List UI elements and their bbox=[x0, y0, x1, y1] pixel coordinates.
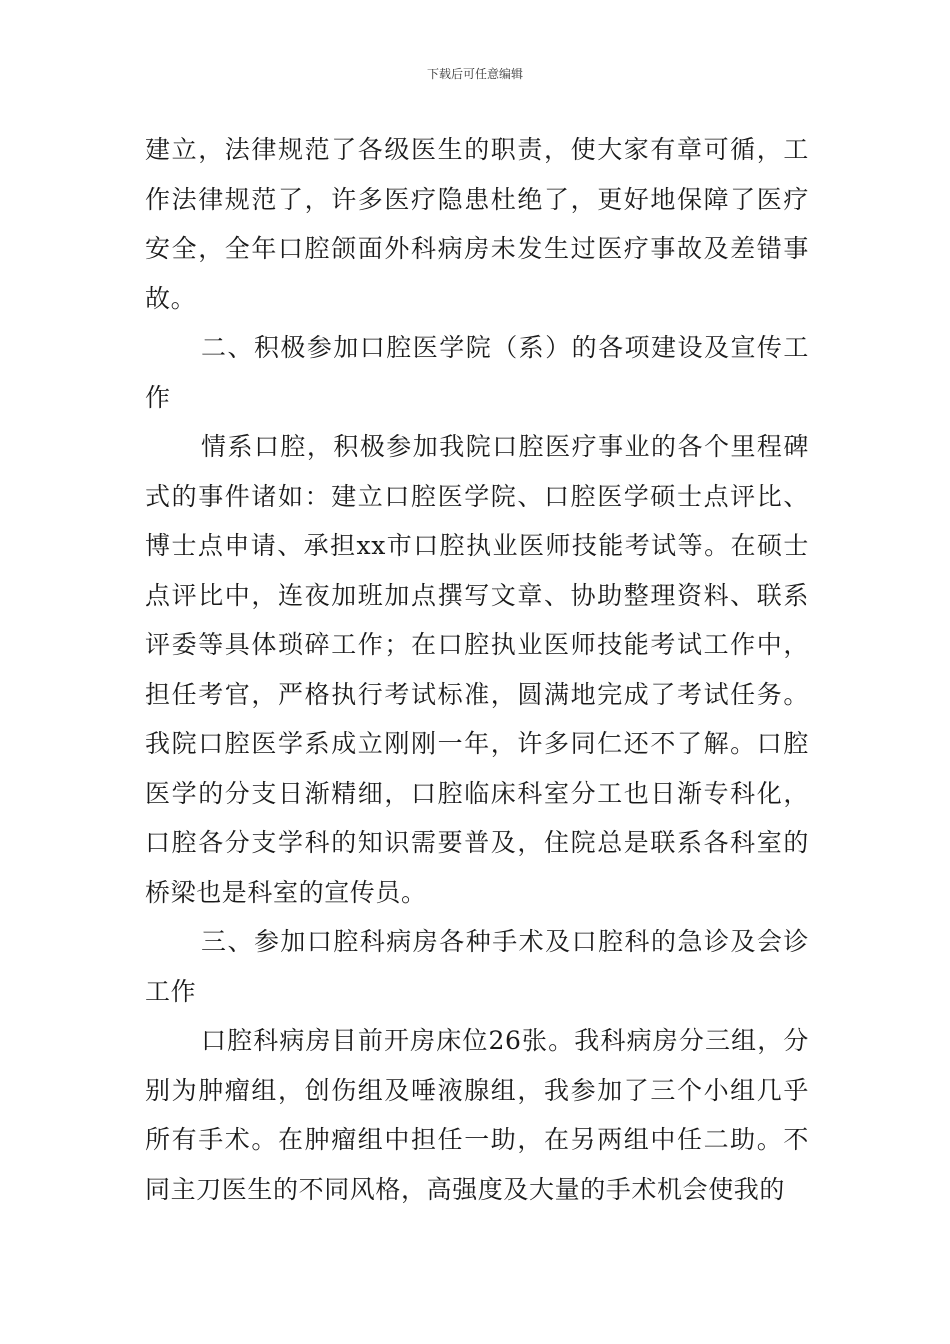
paragraph-section-2: 情系口腔，积极参加我院口腔医疗事业的各个里程碑式的事件诸如：建立口腔医学院、口腔医学硕士点评比、博士点申请、承担xx市口腔执业医师技能考试等。在硕士点评比中，连夜加班加点撰写文章、协助整理资料、联系评委等具体琐碎工作；在口腔执业医师技能考试工作中，担任考官，严格执行考试标准，圆满地完成了考试任务。我院口腔医学系成立刚刚一年，许多同仁还不了解。口腔医学的分支日渐精细，口腔临床科室分工也日渐专科化，口腔各分支学科的知识需要普及，住院总是联系各科室的桥梁也是科室的宣传员。 bbox=[145, 432, 809, 907]
page-header: 下载后可任意编辑 bbox=[426, 67, 523, 81]
section-heading-2: 二、积极参加口腔医学院（系）的各项建设及宣传工作 bbox=[145, 333, 809, 412]
document-body bbox=[145, 125, 809, 1214]
paragraph-continuation: 建立，法律规范了各级医生的职责，使大家有章可循，工作法律规范了，许多医疗隐患杜绝了，更好地保障了医疗安全，全年口腔颌面外科病房未发生过医疗事故及差错事故。 bbox=[145, 135, 809, 313]
paragraph-section-3: 口腔科病房目前开房床位26张。我科病房分三组，分别为肿瘤组，创伤组及唾液腺组，我参加了三个小组几乎所有手术。在肿瘤组中担任一助，在另两组中任二助。不同主刀医生的不同风格，高强度及大量的手术机会使我的 bbox=[145, 1026, 809, 1204]
section-heading-3: 三、参加口腔科病房各种手术及口腔科的急诊及会诊工作 bbox=[145, 927, 809, 1006]
